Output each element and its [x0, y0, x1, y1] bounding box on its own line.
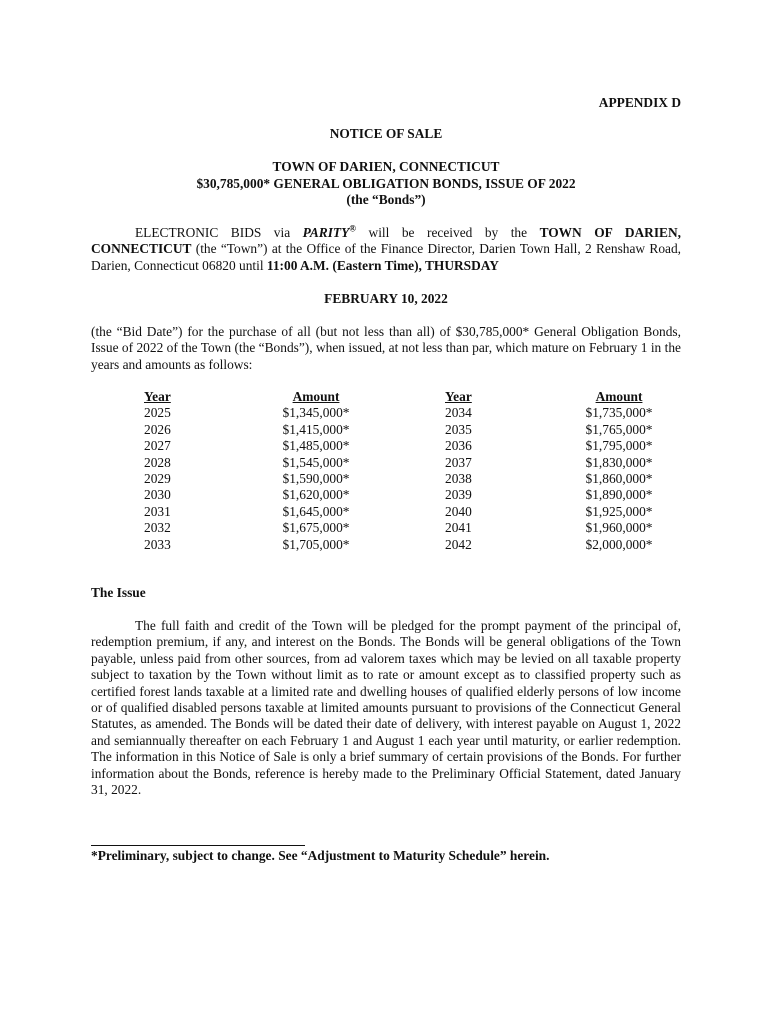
footnote-divider [91, 845, 305, 846]
table-cell-amount: $1,345,000* [282, 405, 350, 421]
registered-mark: ® [349, 223, 357, 234]
issue-paragraph [91, 618, 681, 798]
bonds-title: $30,785,000* GENERAL OBLIGATION BONDS, ISSUE OF 2022 [196, 176, 576, 191]
table-cell-amount: $1,545,000* [282, 454, 350, 470]
town-title: TOWN OF DARIEN, CONNECTICUT [272, 159, 500, 174]
table-cell-year: 2042 [445, 536, 472, 552]
table-cell-year: 2040 [445, 503, 472, 519]
table-cell-year: 2041 [445, 520, 472, 536]
table-cell-year: 2027 [144, 438, 171, 454]
footnote: *Preliminary, subject to change. See “Adjustment to Maturity Schedule” herein. [91, 848, 550, 863]
table-cell-amount: $1,645,000* [282, 503, 350, 519]
table-cell-year: 2026 [144, 421, 171, 437]
table-cell-year: 2039 [445, 487, 472, 503]
year-column-right [445, 389, 495, 553]
table-cell-year: 2032 [144, 520, 171, 536]
parity-name: PARITY [302, 225, 350, 240]
amount-header-right: Amount [595, 389, 643, 404]
table-cell-amount: $1,960,000* [585, 520, 653, 536]
intro-text-1: ELECTRONIC BIDS via [135, 225, 303, 240]
table-cell-year: 2030 [144, 487, 171, 503]
table-cell-year: 2034 [445, 405, 472, 421]
intro-paragraph [91, 225, 681, 274]
notice-title: NOTICE OF SALE [329, 126, 443, 141]
table-cell-amount: $1,765,000* [585, 421, 653, 437]
table-cell-amount: $2,000,000* [585, 536, 653, 552]
year-header-left: Year [144, 389, 171, 404]
table-cell-year: 2038 [445, 470, 472, 486]
table-cell-amount: $1,485,000* [282, 438, 350, 454]
intro-text-3: (the “Town”) at the Office of the Finance Director, Darien Town Hall, 2 Renshaw Road, Darien, Connecticut 06820 until [91, 241, 681, 273]
table-cell-amount: $1,925,000* [585, 503, 653, 519]
intro-time: 11:00 A.M. (Eastern Time), THURSDAY [266, 257, 499, 273]
issue-text: The full faith and credit of the Town will be pledged for the prompt payment of the principal of, redemption premium, if any, and interest on the Bonds. The Bonds will be general obligations of the Town payable, unless paid from other sources, from ad valorem taxes which may be levied on all taxable property subject to taxation by the Town without limit as to rate or amount except as to classified property such as certified forest lands taxable at a limited rate and dwelling houses of qualified elderly persons of low income or of qualified disabled persons taxable at limited amounts pursuant to provisions of the Connecticut General Statutes, as amended. The Bonds will be dated their date of delivery, with interest payable on August 1, 2022 and semiannually thereafter on each February 1 and August 1 each year until maturity, or earlier redemption. The information in this Notice of Sale is only a brief summary of certain provisions of the Bonds. For further information about the Bonds, reference is hereby made to the Preliminary Official Statement, dated January 31, 2022. [91, 618, 681, 798]
bid-date: FEBRUARY 10, 2022 [324, 291, 448, 306]
table-cell-amount: $1,860,000* [585, 470, 653, 486]
table-cell-year: 2035 [445, 421, 472, 437]
table-cell-amount: $1,795,000* [585, 438, 653, 454]
table-cell-amount: $1,705,000* [282, 536, 350, 552]
table-cell-year: 2037 [445, 454, 472, 470]
table-cell-amount: $1,830,000* [585, 454, 653, 470]
year-header-right: Year [445, 389, 472, 404]
table-cell-amount: $1,620,000* [282, 487, 350, 503]
table-cell-year: 2031 [144, 503, 171, 519]
year-column-left [144, 389, 194, 553]
amount-header-left: Amount [292, 389, 340, 404]
table-cell-year: 2025 [144, 405, 171, 421]
appendix-label: APPENDIX D [598, 95, 681, 110]
table-cell-year: 2033 [144, 536, 171, 552]
table-cell-amount: $1,890,000* [585, 487, 653, 503]
table-cell-amount: $1,590,000* [282, 470, 350, 486]
section-heading-issue: The Issue [91, 585, 146, 600]
table-cell-amount: $1,675,000* [282, 520, 350, 536]
table-cell-year: 2028 [144, 454, 171, 470]
bonds-alias: (the “Bonds”) [346, 192, 426, 207]
amount-column-left [271, 389, 361, 553]
intro-town: TOWN OF DARIEN, CONNECTICUT [91, 225, 681, 257]
bid-paragraph: (the “Bid Date”) for the purchase of all (but not less than all) of $30,785,000* General Obligation Bonds, Issue of 2022 of the Town (the “Bonds”), when issued, at not less than par, which mature on February 1 in the years and amounts as follows: [91, 324, 681, 372]
table-cell-year: 2029 [144, 470, 171, 486]
maturity-schedule-table [91, 389, 681, 559]
table-cell-amount: $1,415,000* [282, 421, 350, 437]
table-cell-year: 2036 [445, 438, 472, 454]
intro-text-2: will be received by the [356, 225, 540, 240]
table-cell-amount: $1,735,000* [585, 405, 653, 421]
amount-column-right [571, 389, 667, 553]
